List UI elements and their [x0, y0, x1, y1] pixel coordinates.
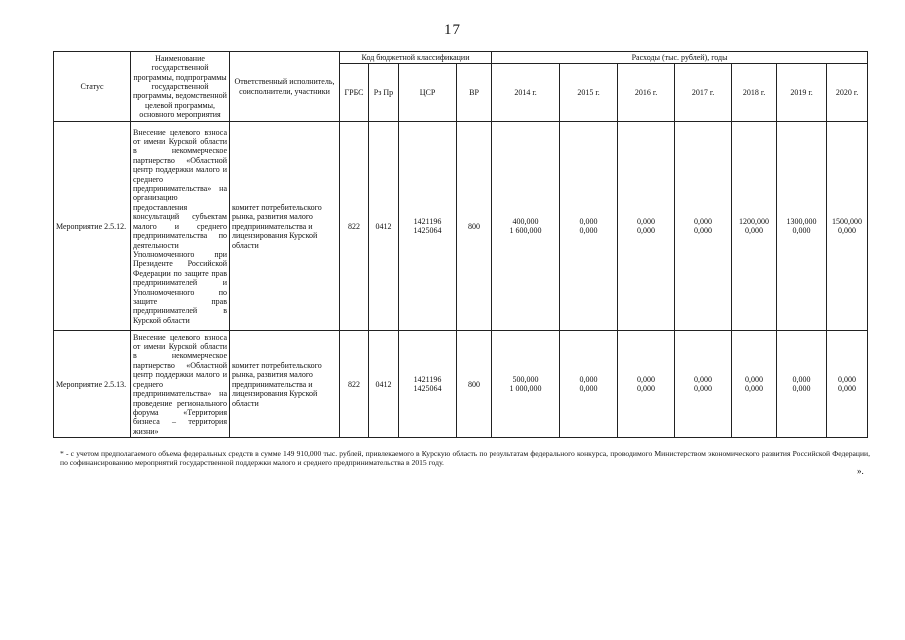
header-year: 2017 г.	[675, 64, 732, 122]
row-vr: 800	[457, 122, 492, 331]
header-year: 2016 г.	[618, 64, 675, 122]
header-year: 2018 г.	[732, 64, 777, 122]
table-row	[54, 122, 868, 331]
row-grbs: 822	[340, 122, 369, 331]
header-year: 2020 г.	[827, 64, 868, 122]
header-year: 2019 г.	[777, 64, 827, 122]
row-name: Внесение целевого взноса от имени Курской области в некоммерческое партнерство «Областной центр поддержки малого и среднего предпринимательства» на организацию предоставления консультаций субъектам малого и среднего предпринимательства по деятельности Уполномоченного при Президенте Российской Федерации по защите прав предпринимателей и Уполномоченного по защите прав предпринимателей в Курской области	[131, 122, 230, 331]
header-executor: Ответственный исполнитель, соисполнители, участники	[230, 52, 340, 122]
row-value-2019: 1300,000 0,000	[777, 122, 827, 331]
budget-table	[53, 51, 868, 438]
row-value-2018: 1200,000 0,000	[732, 122, 777, 331]
row-rzpr: 0412	[369, 331, 399, 438]
table-row	[54, 331, 868, 438]
row-vr: 800	[457, 331, 492, 438]
header-grbs: ГРБС	[340, 64, 369, 122]
row-csr: 1421196 1425064	[399, 331, 457, 438]
header-budget-code: Код бюджетной классификации	[340, 52, 492, 64]
row-value-2016: 0,000 0,000	[618, 122, 675, 331]
row-value-2019: 0,000 0,000	[777, 331, 827, 438]
row-status: Мероприятие 2.5.12.	[54, 122, 131, 331]
header-csr: ЦСР	[399, 64, 457, 122]
header-name: Наименование государственной программы, подпрограммы государственной программы, ведомственной целевой программы, основного мероприятия	[131, 52, 230, 122]
row-grbs: 822	[340, 331, 369, 438]
row-value-2015: 0,000 0,000	[560, 122, 618, 331]
row-name: Внесение целевого взноса от имени Курской области в некоммерческое партнерство «Областной центр поддержки малого и среднего предпринимательства» на проведение регионального форума «Территория бизнеса – территория жизни»	[131, 331, 230, 438]
row-value-2014: 400,000 1 600,000	[492, 122, 560, 331]
row-value-2014: 500,000 1 000,000	[492, 331, 560, 438]
page-number: 17	[444, 22, 461, 38]
footnote: * - с учетом предполагаемого объема федеральных средств в сумме 149 910,000 тыс. рублей, привлекаемого в Курскую область по результатам федерального конкурса, проводимого Министерством экономического развития Российской Федерации, по софинансированию мероприятий государственной поддержки малого и среднего предпринимательства в 2015 году.	[60, 449, 870, 467]
row-executor: комитет потребительского рынка, развития малого предпринимательства и лицензирования Курской области	[230, 122, 340, 331]
header-vr: ВР	[457, 64, 492, 122]
header-rzpr: Рз Пр	[369, 64, 399, 122]
row-executor: комитет потребительского рынка, развития малого предпринимательства и лицензирования Курской области	[230, 331, 340, 438]
row-rzpr: 0412	[369, 122, 399, 331]
closing-quote-mark: ».	[857, 466, 864, 476]
row-csr: 1421196 1425064	[399, 122, 457, 331]
header-year: 2015 г.	[560, 64, 618, 122]
row-value-2017: 0,000 0,000	[675, 331, 732, 438]
header-expenses: Расходы (тыс. рублей), годы	[492, 52, 868, 64]
row-value-2017: 0,000 0,000	[675, 122, 732, 331]
header-year: 2014 г.	[492, 64, 560, 122]
header-status: Статус	[54, 52, 131, 122]
row-value-2015: 0,000 0,000	[560, 331, 618, 438]
row-value-2020: 0,000 0,000	[827, 331, 868, 438]
row-value-2016: 0,000 0,000	[618, 331, 675, 438]
row-value-2020: 1500,000 0,000	[827, 122, 868, 331]
row-status: Мероприятие 2.5.13.	[54, 331, 131, 438]
row-value-2018: 0,000 0,000	[732, 331, 777, 438]
